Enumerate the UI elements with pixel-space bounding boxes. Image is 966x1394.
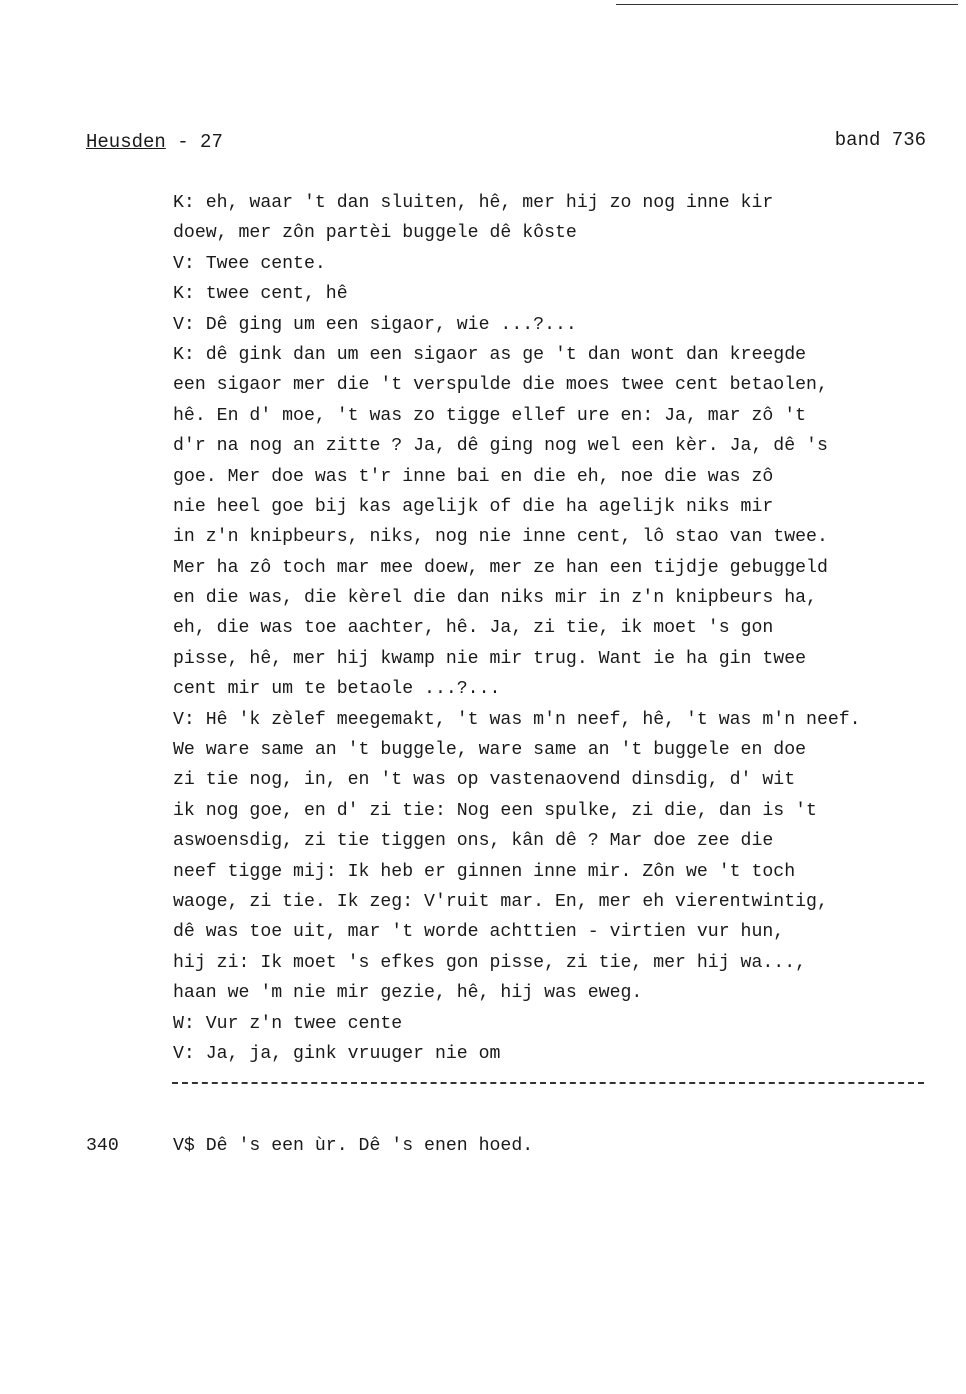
transcript-line: doew, mer zôn partèi buggele dê kôste (173, 223, 577, 244)
transcript-line: d'r na nog an zitte ? Ja, dê ging nog wel een kèr. Ja, dê 's (173, 436, 828, 457)
dashed-separator (172, 1082, 924, 1084)
transcript-line: eh, die was toe aachter, hê. Ja, zi tie, ik moet 's gon (173, 618, 774, 639)
header-separator: - (165, 131, 201, 153)
transcript-line: pisse, hê, mer hij kwamp nie mir trug. Want ie ha gin twee (173, 648, 807, 669)
transcript-line: V: Hê 'k zèlef meegemakt, 't was m'n neef, hê, 't was m'n neef. (173, 709, 861, 730)
transcript-line: nie heel goe bij kas agelijk of die ha agelijk niks mir (173, 496, 774, 517)
transcript-body (173, 188, 953, 1069)
place-name: Heusden (86, 131, 166, 153)
transcript-line: zi tie nog, in, en 't was op vastenaovend dinsdig, d' wit (173, 770, 796, 791)
transcript-line: en die was, die kèrel die dan niks mir in z'n knipbeurs ha, (173, 588, 817, 609)
transcript-line: in z'n knipbeurs, niks, nog nie inne cent, lô stao van twee. (173, 527, 828, 548)
transcript-line: K: eh, waar 't dan sluiten, hê, mer hij zo nog inne kir (173, 193, 774, 213)
page-header-left (86, 130, 223, 154)
transcript-line: neef tigge mij: Ik heb er ginnen inne mir. Zôn we 't toch (173, 861, 796, 882)
transcript-line: W: Vur z'n twee cente (173, 1013, 403, 1034)
transcript-line: V: Dê ging um een sigaor, wie ...?... (173, 314, 577, 335)
top-rule (616, 4, 958, 5)
transcript-line: aswoensdig, zi tie tiggen ons, kân dê ? Mar doe zee die (173, 831, 774, 852)
transcript-line: hij zi: Ik moet 's efkes gon pisse, zi tie, mer hij wa..., (173, 952, 807, 973)
transcript-line: V: Twee cente. (173, 253, 326, 274)
transcript-line: K: twee cent, hê (173, 284, 348, 305)
transcript-line: hê. En d' moe, 't was zo tigge ellef ure en: Ja, mar zô 't (173, 405, 807, 426)
transcript-line: V: Ja, ja, gink vruuger nie om (173, 1043, 501, 1064)
footer-line: V$ Dê 's een ùr. Dê 's enen hoed. (173, 1136, 534, 1156)
transcript-line: Mer ha zô toch mar mee doew, mer ze han een tijdje gebuggeld (173, 557, 828, 578)
transcript-line: dê was toe uit, mar 't worde achttien - virtien vur hun, (173, 922, 785, 943)
transcript-line: haan we 'm nie mir gezie, hê, hij was eweg. (173, 983, 643, 1004)
transcript-line: K: dê gink dan um een sigaor as ge 't dan wont dan kreegde (173, 344, 807, 365)
transcript-line: cent mir um te betaole ...?... (173, 679, 501, 700)
tape-counter: 340 (86, 1136, 119, 1156)
band-label: band 736 (834, 129, 926, 151)
transcript-line: goe. Mer doe was t'r inne bai en die eh, noe die was zô (173, 466, 774, 487)
transcript-line: waoge, zi tie. Ik zeg: V'ruit mar. En, mer eh vierentwintig, (173, 891, 828, 912)
transcript-line: We ware same an 't buggele, ware same an 't buggele en doe (173, 740, 807, 761)
page-number: 27 (200, 131, 223, 153)
transcript-line: ik nog goe, en d' zi tie: Nog een spulke, zi die, dan is 't (173, 800, 817, 821)
transcript-line: een sigaor mer die 't verspulde die moes twee cent betaolen, (173, 375, 828, 396)
